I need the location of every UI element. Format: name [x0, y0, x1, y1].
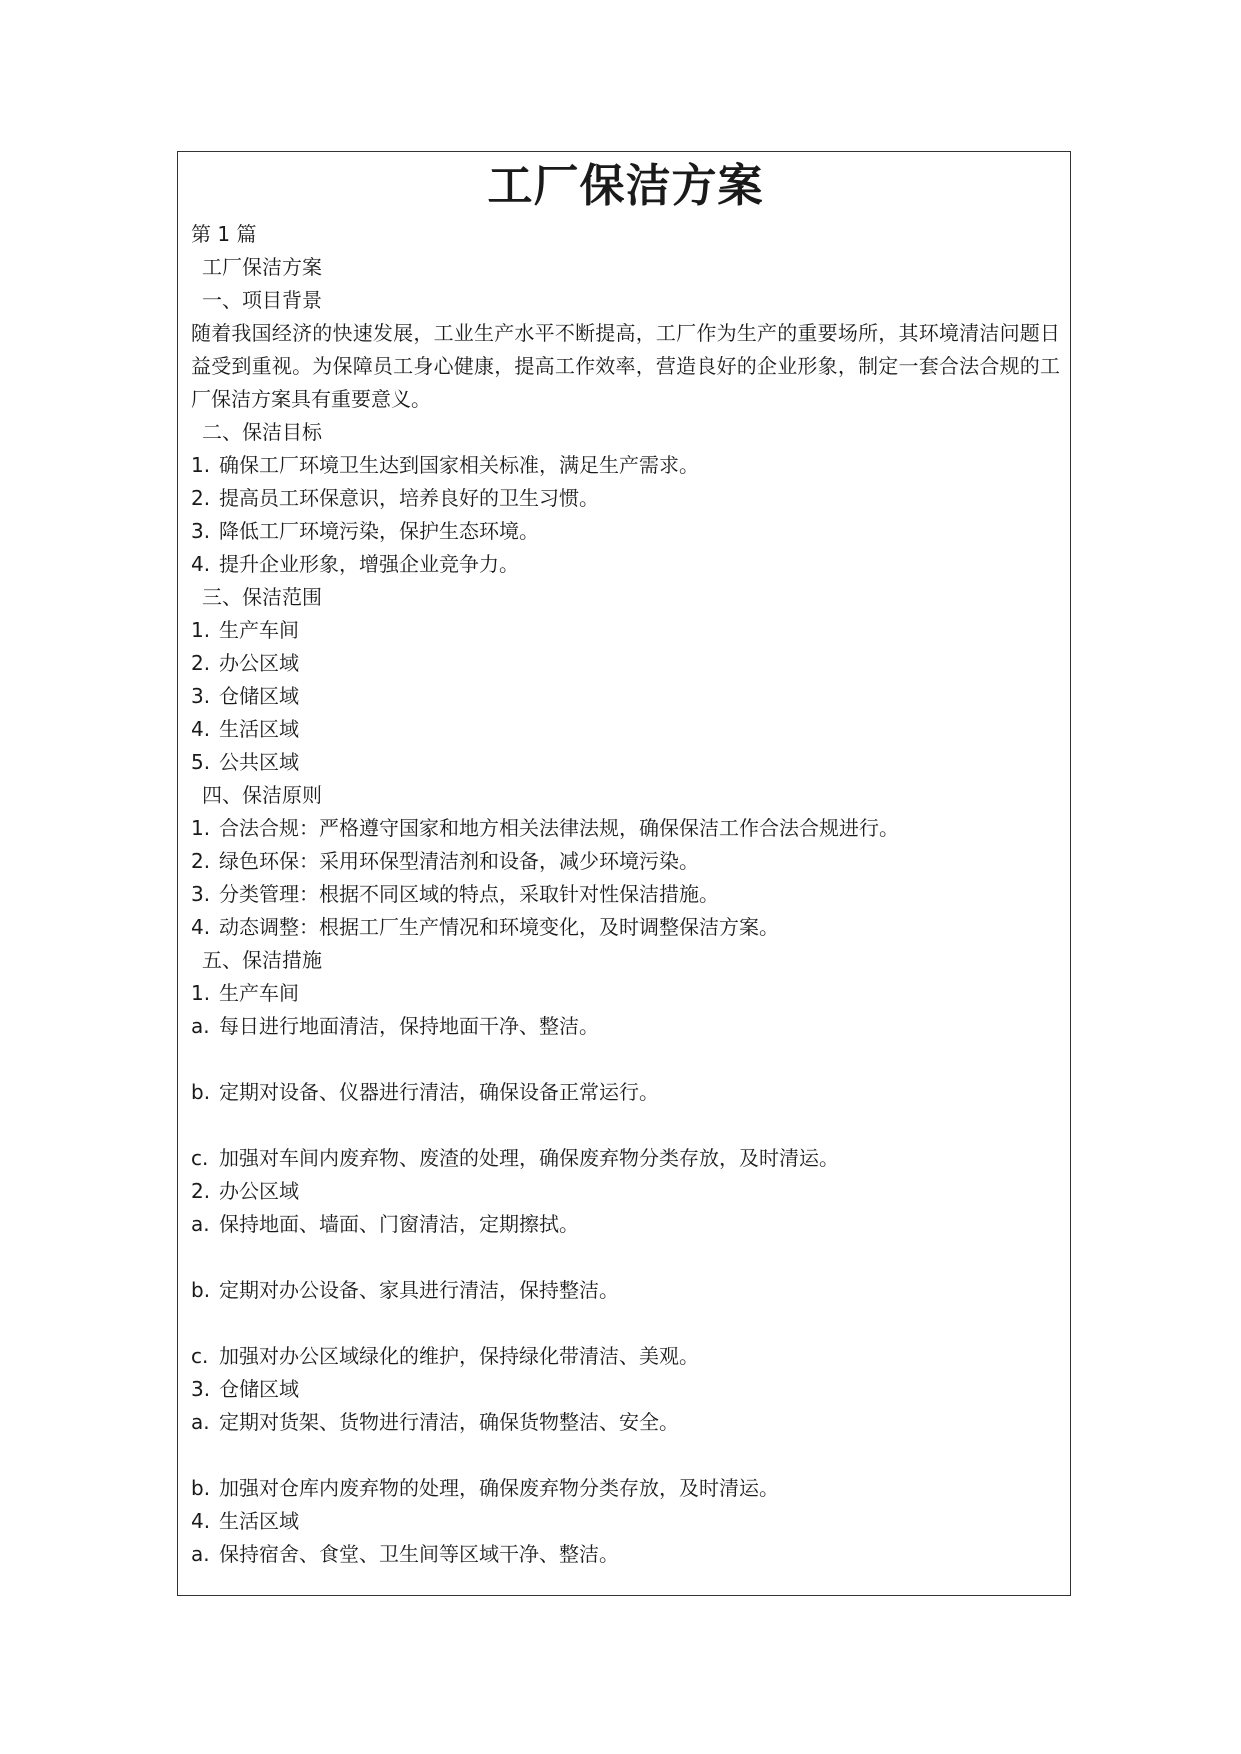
section-heading-goals: 二、保洁目标: [202, 420, 322, 444]
background-paragraph: 随着我国经济的快速发展，工业生产水平不断提高，工厂作为生产的重要场所，其环境清洁问题日益受到重视。为保障员工身心健康，提高工作效率，营造良好的企业形象，制定一套合法合规的工厂保洁方案具有重要意义。: [191, 321, 1060, 411]
list-item: [191, 1274, 1060, 1307]
list-text: 生活区域: [219, 717, 299, 741]
list-number: 1.: [191, 981, 211, 1005]
list-item: [191, 1010, 1060, 1043]
list-item: [191, 548, 1060, 581]
list-item: [191, 713, 1060, 746]
list-text: 合法合规：严格遵守国家和地方相关法律法规，确保保洁工作合法合规进行。: [219, 816, 899, 840]
list-letter: a.: [191, 1410, 210, 1434]
list-number: 3.: [191, 882, 211, 906]
subsection-title: 生产车间: [219, 981, 299, 1005]
subsection-title: 生活区域: [219, 1509, 299, 1533]
list-letter: b.: [191, 1476, 211, 1500]
list-text: 动态调整：根据工厂生产情况和环境变化，及时调整保洁方案。: [219, 915, 779, 939]
list-item: [191, 746, 1060, 779]
list-text: 加强对车间内废弃物、废渣的处理，确保废弃物分类存放，及时清运。: [219, 1146, 839, 1170]
list-item: [191, 1538, 1060, 1571]
list-letter: a.: [191, 1542, 210, 1566]
blank-line: [191, 1307, 1060, 1340]
list-item: [191, 845, 1060, 878]
list-item: [191, 680, 1060, 713]
blank-line: [191, 1043, 1060, 1076]
subsection-living: [191, 1505, 1060, 1538]
list-number: 2.: [191, 486, 211, 510]
list-item: [191, 812, 1060, 845]
list-letter: c.: [191, 1344, 209, 1368]
list-number: 4.: [191, 1509, 211, 1533]
section-heading-scope: 三、保洁范围: [202, 585, 322, 609]
list-item: [191, 1076, 1060, 1109]
blank-line: [191, 1109, 1060, 1142]
list-text: 加强对办公区域绿化的维护，保持绿化带清洁、美观。: [219, 1344, 699, 1368]
list-item: [191, 1142, 1060, 1175]
list-number: 4.: [191, 915, 211, 939]
subsection-storage: [191, 1373, 1060, 1406]
list-number: 5.: [191, 750, 211, 774]
list-item: [191, 1406, 1060, 1439]
subsection-office: [191, 1175, 1060, 1208]
list-text: 加强对仓库内废弃物的处理，确保废弃物分类存放，及时清运。: [219, 1476, 779, 1500]
list-text: 提升企业形象，增强企业竞争力。: [219, 552, 519, 576]
list-text: 降低工厂环境污染，保护生态环境。: [219, 519, 539, 543]
list-letter: c.: [191, 1146, 209, 1170]
list-number: 3.: [191, 1377, 211, 1401]
list-number: 2.: [191, 651, 211, 675]
list-number: 3.: [191, 684, 211, 708]
document-title: 工厂保洁方案: [487, 159, 764, 212]
list-number: 4.: [191, 552, 211, 576]
list-text: 定期对设备、仪器进行清洁，确保设备正常运行。: [219, 1080, 659, 1104]
list-letter: b.: [191, 1080, 211, 1104]
list-number: 1.: [191, 453, 211, 477]
list-text: 仓储区域: [219, 684, 299, 708]
list-text: 每日进行地面清洁，保持地面干净、整洁。: [219, 1014, 599, 1038]
chapter-label: 第 1 篇: [191, 222, 257, 246]
list-text: 绿色环保：采用环保型清洁剂和设备，减少环境污染。: [219, 849, 699, 873]
list-text: 公共区域: [219, 750, 299, 774]
list-item: [191, 911, 1060, 944]
list-item: [191, 1208, 1060, 1241]
list-text: 保持宿舍、食堂、卫生间等区域干净、整洁。: [219, 1542, 619, 1566]
subsection-title: 仓储区域: [219, 1377, 299, 1401]
list-item: [191, 1472, 1060, 1505]
section-heading-measures: 五、保洁措施: [202, 948, 322, 972]
list-item: [191, 482, 1060, 515]
list-letter: a.: [191, 1014, 210, 1038]
list-number: 1.: [191, 618, 211, 642]
list-text: 分类管理：根据不同区域的特点，采取针对性保洁措施。: [219, 882, 719, 906]
list-text: 定期对货架、货物进行清洁，确保货物整洁、安全。: [219, 1410, 679, 1434]
list-number: 2.: [191, 849, 211, 873]
section-heading-principles: 四、保洁原则: [202, 783, 322, 807]
list-item: [191, 515, 1060, 548]
list-item: [191, 647, 1060, 680]
subtitle: 工厂保洁方案: [202, 255, 322, 279]
list-text: 生产车间: [219, 618, 299, 642]
subsection-workshop: [191, 977, 1060, 1010]
list-item: [191, 614, 1060, 647]
blank-line: [191, 1439, 1060, 1472]
list-number: 2.: [191, 1179, 211, 1203]
list-item: [191, 878, 1060, 911]
list-number: 1.: [191, 816, 211, 840]
list-text: 定期对办公设备、家具进行清洁，保持整洁。: [219, 1278, 619, 1302]
list-letter: b.: [191, 1278, 211, 1302]
document-frame: [177, 151, 1071, 1596]
list-text: 确保工厂环境卫生达到国家相关标准，满足生产需求。: [219, 453, 699, 477]
list-text: 办公区域: [219, 651, 299, 675]
list-text: 提高员工环保意识，培养良好的卫生习惯。: [219, 486, 599, 510]
section-heading-background: 一、项目背景: [202, 288, 322, 312]
list-number: 4.: [191, 717, 211, 741]
list-text: 保持地面、墙面、门窗清洁，定期擦拭。: [219, 1212, 579, 1236]
list-letter: a.: [191, 1212, 210, 1236]
list-number: 3.: [191, 519, 211, 543]
list-item: [191, 1340, 1060, 1373]
subsection-title: 办公区域: [219, 1179, 299, 1203]
blank-line: [191, 1241, 1060, 1274]
list-item: [191, 449, 1060, 482]
